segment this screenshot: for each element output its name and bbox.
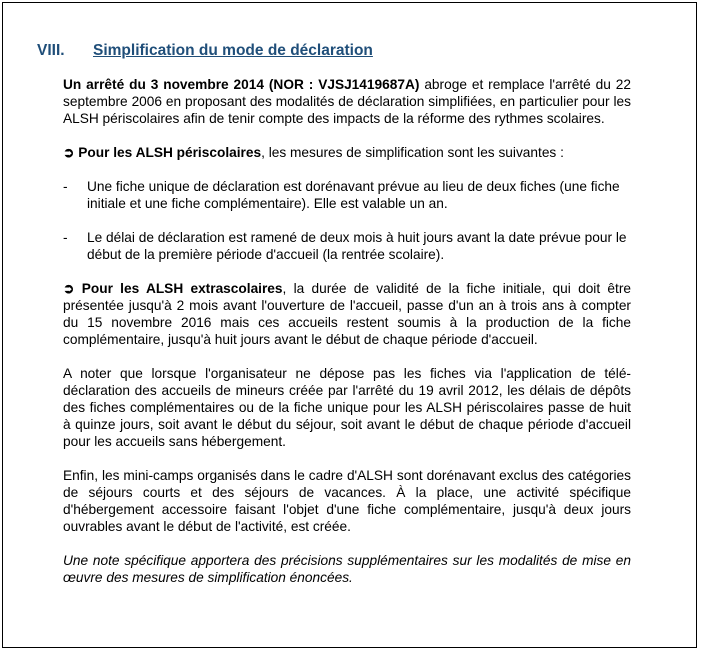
arrow-icon: ➲ bbox=[63, 281, 75, 296]
periscolaires-lead bbox=[63, 144, 631, 161]
dash-bullet: - bbox=[63, 179, 68, 194]
extrascolaires-paragraph bbox=[63, 280, 631, 348]
intro-text: abroge et remplace l'arrêté du 22 septembre 2006 en proposant des modalités de déclaration simplifiées, en particulier pour les ALSH périscolaires afin de tenir compte des impacts de la réforme des rythmes scolaires. bbox=[63, 77, 631, 126]
dash-bullet: - bbox=[63, 230, 68, 245]
periscolaires-intro-text: , les mesures de simplification sont les suivantes : bbox=[261, 145, 564, 160]
extrascolaires-heading: Pour les ALSH extrascolaires bbox=[74, 281, 283, 296]
section-heading bbox=[37, 42, 373, 60]
list-item-text: Une fiche unique de déclaration est dorénavant prévue au lieu de deux fiches (une fiche initiale et une fiche complémentaire). Elle est valable un an. bbox=[87, 179, 620, 211]
intro-paragraph bbox=[63, 76, 631, 127]
closing-note: Une note spécifique apportera des précisions supplémentaires sur les modalités de mise en œuvre des mesures de simplification énoncées. bbox=[63, 553, 631, 585]
list-item bbox=[63, 178, 631, 212]
list-item-text: Le délai de déclaration est ramené de deux mois à huit jours avant la date prévue pour le début de la première période d'accueil (la rentrée scolaire). bbox=[87, 230, 627, 262]
intro-decree-reference: Un arrêté du 3 novembre 2014 (NOR : VJSJ1419687A) bbox=[63, 77, 420, 92]
extrascolaires-text: , la durée de validité de la fiche initiale, qui doit être présentée jusqu'à 2 mois avant l'ouverture de l'accueil, passe d'un an à trois ans à compter du 15 novembre 2016 mais ces accueils restent soumis à la production de la fiche complémentaire, jusqu'à huit jours avant le début de chaque période d'accueil. bbox=[63, 281, 631, 347]
section-title: Simplification du mode de déclaration bbox=[93, 42, 373, 59]
periscolaires-heading: Pour les ALSH périscolaires bbox=[74, 145, 262, 160]
mini-camps-paragraph: Enfin, les mini-camps organisés dans le cadre d'ALSH sont dorénavant exclus des catégories de séjours courts et des séjours de vacances. À la place, une activité spécifique d'hébergement accessoire faisant l'objet d'une fiche complémentaire, jusqu'à deux jours ouvrables avant le début de l'activité, est créée. bbox=[63, 468, 631, 534]
section-number: VIII. bbox=[37, 42, 65, 59]
document-body bbox=[63, 76, 631, 603]
note-paragraph: A noter que lorsque l'organisateur ne dépose pas les fiches via l'application de télé-déclaration des accueils de mineurs créée par l'arrêté du 19 avril 2012, les délais de dépôts des fiches complémentaires ou de la fiche unique pour les ALSH périscolaires passe de huit à quinze jours, soit avant le début du séjour, soit avant le début de chaque période d'accueil pour les accueils sans hébergement. bbox=[63, 366, 631, 449]
arrow-icon: ➲ bbox=[63, 145, 75, 160]
list-item bbox=[63, 229, 631, 263]
